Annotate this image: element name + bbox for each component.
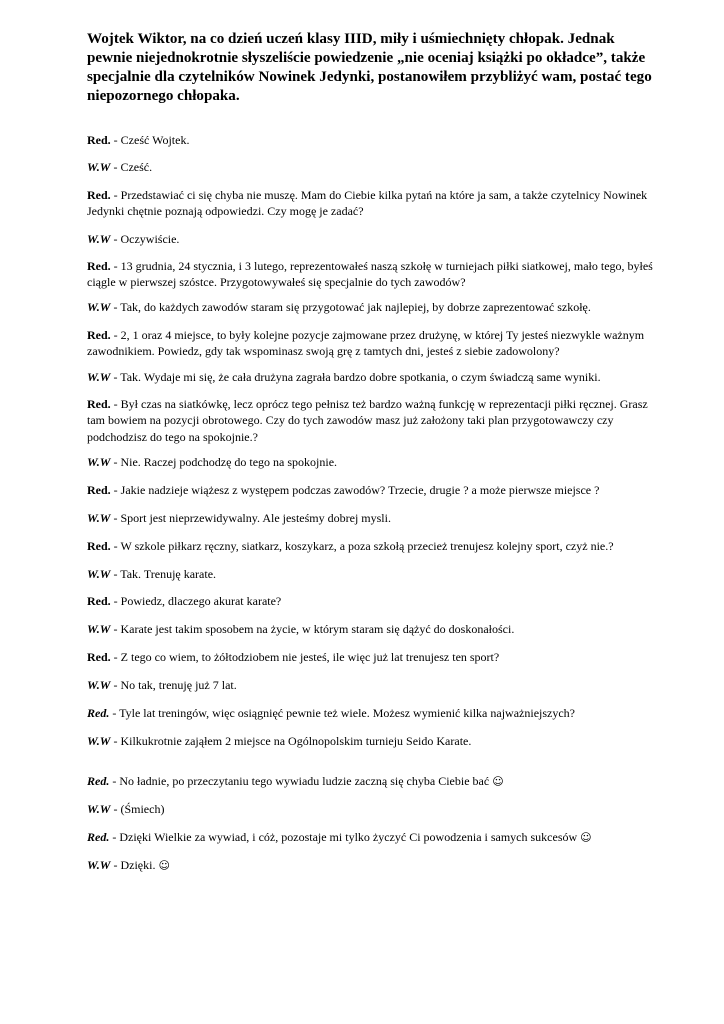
speaker-label: Red. bbox=[87, 539, 111, 553]
speaker-label: Red. bbox=[87, 774, 110, 788]
qa-text: Tak, do każdych zawodów staram się przygotować jak najlepiej, by dobrze zaprezentować szkołę. bbox=[120, 300, 591, 314]
qa-item: W.W - No tak, trenuję już 7 lat. bbox=[87, 678, 237, 692]
speaker-label: Red. bbox=[87, 188, 111, 202]
speaker-label: W.W bbox=[87, 858, 111, 872]
qa-text: Był czas na siatkówkę, lecz oprócz tego pełnisz też bardzo ważną funkcję w reprezentacji piłki ręcznej. Grasz tam bowiem na pozycji obrotowego. Czy do tych zawodów masz już założony taki plan przygotowawczy czy podchodzisz do tego na spokojnie.? bbox=[87, 397, 648, 444]
qa-text: No ładnie, po przeczytaniu tego wywiadu ludzie zaczną się chyba Ciebie bać bbox=[119, 774, 493, 788]
speaker-label: W.W bbox=[87, 232, 111, 246]
qa-item: Red. - 13 grudnia, 24 stycznia, i 3 lutego, reprezentowałeś naszą szkołę w turniejach piłki siatkowej, mało tego, byłeś ciągle w pierwszej szóstce. Przygotowywałeś się specjalnie do tych zawodów? bbox=[87, 259, 653, 290]
qa-item: Red. - Powiedz, dlaczego akurat karate? bbox=[87, 594, 282, 608]
qa-text: Dzięki. bbox=[120, 858, 159, 872]
speaker-label: Red. bbox=[87, 830, 110, 844]
qa-item: Red. - Przedstawiać ci się chyba nie muszę. Mam do Ciebie kilka pytań na które ja sam, a także czytelnicy Nowinek Jedynki chętnie poznają odpowiedzi. Czy mogę je zadać? bbox=[87, 188, 648, 219]
qa-item: Red. - Z tego co wiem, to żółtodziobem nie jesteś, ile więc już lat trenujesz ten sport? bbox=[87, 650, 500, 664]
qa-item: Red. - Dzięki Wielkie za wywiad, i cóż, pozostaje mi tylko życzyć Ci powodzenia i samych sukcesów ☺ bbox=[87, 830, 592, 844]
qa-text: Oczywiście. bbox=[120, 232, 180, 246]
speaker-label: Red. bbox=[87, 133, 111, 147]
qa-item: W.W - Tak. Trenuję karate. bbox=[87, 567, 217, 581]
speaker-label: W.W bbox=[87, 370, 111, 384]
qa-text: (Śmiech) bbox=[120, 802, 165, 816]
qa-item: Red. - Jakie nadzieje wiążesz z występem podczas zawodów? Trzecie, drugie ? a może pierwsze miejsce ? bbox=[87, 483, 600, 497]
qa-text: Dzięki Wielkie za wywiad, i cóż, pozostaje mi tylko życzyć Ci powodzenia i samych sukcesów bbox=[119, 830, 581, 844]
qa-item: W.W - Tak, do każdych zawodów staram się przygotować jak najlepiej, by dobrze zaprezentować szkołę. bbox=[87, 300, 591, 314]
qa-item: W.W - Cześć. bbox=[87, 160, 153, 174]
qa-item: Red. - No ładnie, po przeczytaniu tego wywiadu ludzie zaczną się chyba Ciebie bać ☺ bbox=[87, 774, 504, 788]
speaker-label: Red. bbox=[87, 594, 111, 608]
qa-item: Red. - Był czas na siatkówkę, lecz oprócz tego pełnisz też bardzo ważną funkcję w reprezentacji piłki ręcznej. Grasz tam bowiem na pozycji obrotowego. Czy do tych zawodów masz już założony taki plan przygotowawczy czy podchodzisz do tego na spokojnie.? bbox=[87, 397, 648, 444]
speaker-label: W.W bbox=[87, 567, 111, 581]
smiley-icon: ☺ bbox=[158, 859, 170, 872]
qa-item: W.W - Tak. Wydaje mi się, że cała drużyna zagrała bardzo dobre spotkania, o czym świadczą same wyniki. bbox=[87, 370, 601, 384]
qa-item: Red. - W szkole piłkarz ręczny, siatkarz, koszykarz, a poza szkołą przecież trenujesz kolejny sport, czyż nie.? bbox=[87, 539, 614, 553]
qa-text: Z tego co wiem, to żółtodziobem nie jesteś, ile więc już lat trenujesz ten sport? bbox=[120, 650, 500, 664]
qa-text: Powiedz, dlaczego akurat karate? bbox=[120, 594, 282, 608]
qa-item: Red. - Cześć Wojtek. bbox=[87, 133, 190, 147]
speaker-label: Red. bbox=[87, 328, 111, 342]
speaker-label: Red. bbox=[87, 259, 111, 273]
qa-item: Red. - Tyle lat treningów, więc osiągnięć pewnie też wiele. Możesz wymienić kilka najważniejszych? bbox=[87, 706, 575, 720]
speaker-label: W.W bbox=[87, 160, 111, 174]
qa-text: Sport jest nieprzewidywalny. Ale jesteśmy dobrej mysli. bbox=[120, 511, 391, 525]
qa-item: W.W - Karate jest takim sposobem na życie, w którym staram się dążyć do doskonałości. bbox=[87, 622, 515, 636]
qa-text: Nie. Raczej podchodzę do tego na spokojnie. bbox=[120, 455, 338, 469]
qa-item: W.W - Oczywiście. bbox=[87, 232, 180, 246]
qa-text: W szkole piłkarz ręczny, siatkarz, koszykarz, a poza szkołą przecież trenujesz kolejny sport, czyż nie.? bbox=[120, 539, 614, 553]
speaker-label: W.W bbox=[87, 622, 111, 636]
qa-text: No tak, trenuję już 7 lat. bbox=[120, 678, 237, 692]
article-intro: Wojtek Wiktor, na co dzień uczeń klasy IIID, miły i uśmiechnięty chłopak. Jednak pewnie niejednokrotnie słyszeliście powiedzenie „nie oceniaj książki po okładce”, także specjalnie dla czytelników Nowinek Jedynki, postanowiłem przybliżyć wam, postać tego niepozornego chłopaka. bbox=[87, 31, 652, 104]
qa-item: W.W - Kilkukrotnie zająłem 2 miejsce na Ogólnopolskim turnieju Seido Karate. bbox=[87, 734, 472, 748]
speaker-label: Red. bbox=[87, 706, 110, 720]
qa-item: Red. - 2, 1 oraz 4 miejsce, to były kolejne pozycje zajmowane przez drużynę, w której Ty jesteś niezwykle ważnym zawodnikiem. Powiedz, gdy tak wspominasz swoją grę z tamtych dni, jesteś z siebie zadowolony? bbox=[87, 328, 645, 359]
speaker-label: W.W bbox=[87, 734, 111, 748]
qa-text: 13 grudnia, 24 stycznia, i 3 lutego, reprezentowałeś naszą szkołę w turniejach piłki siatkowej, mało tego, byłeś ciągle w pierwszej szóstce. Przygotowywałeś się specjalnie do tych zawodów? bbox=[87, 259, 653, 290]
smiley-icon: ☺ bbox=[492, 775, 504, 788]
qa-text: Cześć Wojtek. bbox=[120, 133, 190, 147]
speaker-label: W.W bbox=[87, 455, 111, 469]
qa-item: W.W - Nie. Raczej podchodzę do tego na spokojnie. bbox=[87, 455, 338, 469]
qa-item: W.W - Dzięki. ☺ bbox=[87, 858, 170, 872]
qa-item: W.W - Sport jest nieprzewidywalny. Ale jesteśmy dobrej mysli. bbox=[87, 511, 391, 525]
qa-item: W.W - (Śmiech) bbox=[87, 802, 165, 816]
speaker-label: W.W bbox=[87, 511, 111, 525]
qa-text: Jakie nadzieje wiążesz z występem podczas zawodów? Trzecie, drugie ? a może pierwsze miejsce ? bbox=[120, 483, 600, 497]
smiley-icon: ☺ bbox=[580, 831, 592, 844]
qa-text: Tak. Trenuję karate. bbox=[120, 567, 217, 581]
qa-text: Karate jest takim sposobem na życie, w którym staram się dążyć do doskonałości. bbox=[120, 622, 515, 636]
speaker-label: W.W bbox=[87, 802, 111, 816]
qa-text: Tak. Wydaje mi się, że cała drużyna zagrała bardzo dobre spotkania, o czym świadczą same wyniki. bbox=[120, 370, 601, 384]
speaker-label: Red. bbox=[87, 650, 111, 664]
qa-text: Tyle lat treningów, więc osiągnięć pewnie też wiele. Możesz wymienić kilka najważniejszych? bbox=[119, 706, 575, 720]
speaker-label: Red. bbox=[87, 397, 111, 411]
qa-text: Przedstawiać ci się chyba nie muszę. Mam do Ciebie kilka pytań na które ja sam, a także czytelnicy Nowinek Jedynki chętnie poznają odpowiedzi. Czy mogę je zadać? bbox=[87, 188, 648, 219]
speaker-label: W.W bbox=[87, 678, 111, 692]
qa-text: 2, 1 oraz 4 miejsce, to były kolejne pozycje zajmowane przez drużynę, w której Ty jesteś niezwykle ważnym zawodnikiem. Powiedz, gdy tak wspominasz swoją grę z tamtych dni, jesteś z siebie zadowolony? bbox=[87, 328, 645, 359]
qa-text: Cześć. bbox=[120, 160, 153, 174]
speaker-label: Red. bbox=[87, 483, 111, 497]
qa-text: Kilkukrotnie zająłem 2 miejsce na Ogólnopolskim turnieju Seido Karate. bbox=[120, 734, 472, 748]
speaker-label: W.W bbox=[87, 300, 111, 314]
